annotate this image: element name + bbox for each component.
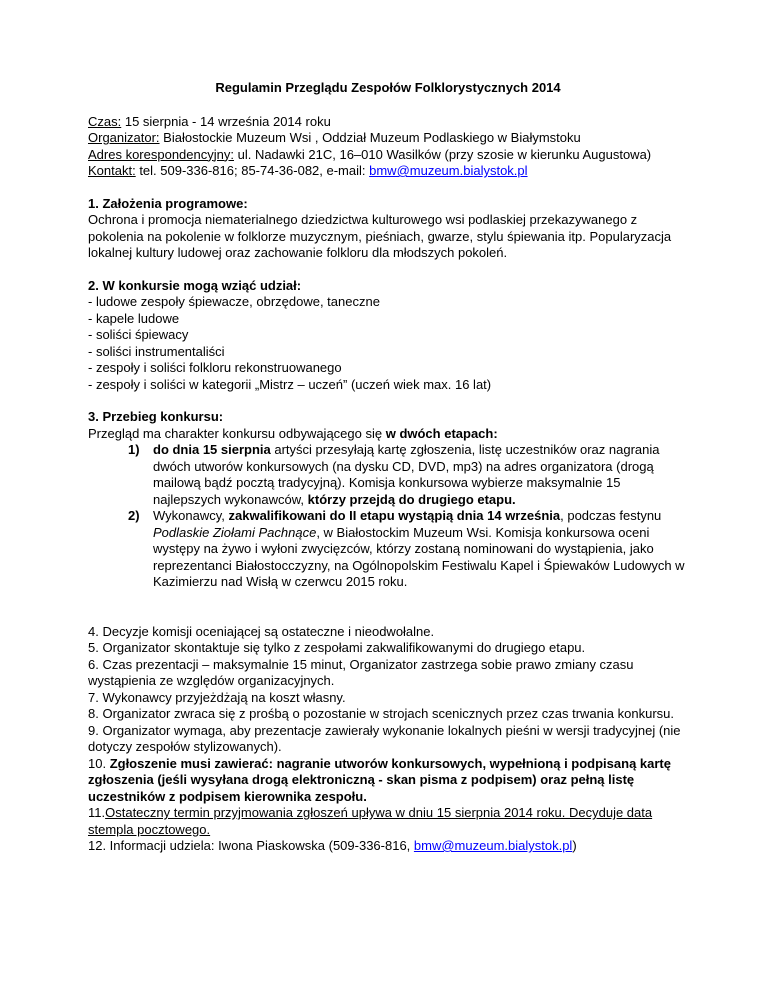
info-adres — [88, 147, 688, 164]
stages-list — [88, 442, 688, 591]
czas-label: Czas: — [88, 113, 122, 129]
list-item: - soliści śpiewacy — [88, 327, 189, 342]
list-item: - soliści instrumentaliści — [88, 343, 225, 359]
document-title: Regulamin Przeglądu Zespołów Folklorystycznych 2014 — [215, 80, 561, 95]
section1-heading: 1. Założenia programowe: — [88, 195, 248, 211]
stage-item-2 — [88, 508, 688, 591]
rule-8: 8. Organizator zwraca się z prośbą o pozostanie w strojach scenicznych przez czas trwania konkursu. — [88, 706, 674, 721]
section3-heading: 3. Przebieg konkursu: — [88, 409, 224, 424]
kontakt-value: tel. 509-336-816; 85-74-36-082, e-mail: — [135, 163, 370, 178]
intro-bold: w dwóch etapach: — [385, 425, 498, 441]
stage-number: 2) — [128, 508, 140, 523]
rule-10-number: 10. — [88, 755, 110, 771]
stage-number: 1) — [128, 442, 140, 457]
adres-label: Adres korespondencyjny: — [88, 146, 234, 162]
stage2-text-a: Wykonawcy, — [153, 508, 229, 523]
stage2-text-c: , podczas festynu — [560, 508, 662, 523]
list-item: - zespoły i soliści w kategorii „Mistrz – uczeń” (uczeń wiek max. 16 lat) — [88, 376, 492, 392]
document-page — [88, 0, 688, 855]
section2-heading: 2. W konkursie mogą wziąć udział: — [88, 277, 302, 293]
section-przebieg — [88, 409, 688, 591]
rule-12-close: ) — [572, 838, 577, 853]
stage-item-1 — [88, 442, 688, 508]
section1-text: Ochrona i promocja niematerialnego dziedzictwa kulturowego wsi podlaskiej przekazywanego z pokolenia na pokolenie w folklorze muzycznym, pieśniach, gwarze, stylu śpiewania itp. Popularyzacja lokalnej kultury ludowej oraz zachowanie folkloru dla młodszych pokoleń. — [88, 212, 672, 260]
intro-text: Przegląd ma charakter konkursu odbywającego się — [88, 425, 386, 441]
rule-9: 9. Organizator wymaga, aby prezentacje zawierały wykonanie lokalnych pieśni w wersji tradycyjnej (nie dotyczy zespołów stylizowanych). — [88, 722, 681, 754]
organizator-value: Białostockie Muzeum Wsi , Oddział Muzeum Podlaskiego w Białymstoku — [159, 130, 581, 145]
rule-4: 4. Decyzje komisji oceniającej są ostateczne i nieodwołalne. — [88, 623, 435, 639]
rule-12 — [88, 838, 688, 855]
rule-11-text: Ostateczny termin przyjmowania zgłoszeń upływa w dniu 15 sierpnia 2014 roku. Decyduje data stempla pocztowego. — [88, 805, 653, 837]
rule-12-email-link[interactable]: bmw@muzeum.bialystok.pl — [413, 838, 573, 853]
stage2-text-e: , w Białostockim Muzeum Wsi. Komisja konkursowa oceni występy na żywo i wyłoni zwycięzców, którzy zostaną nominowani do wystąpienia, jako reprezentanci Białostocczyzny, na Ogólnopolskim Festiwalu Kapel i Śpiewaków Ludowych w Kazimierzu nad Wisłą w czerwcu 2015 roku. — [153, 524, 685, 589]
rule-5: 5. Organizator skontaktuje się tylko z zespołami zakwalifikowanymi do drugiego etapu. — [88, 640, 586, 655]
info-organizator — [88, 130, 688, 147]
section-uczestnicy — [88, 278, 688, 394]
section3-intro — [88, 426, 688, 443]
rule-11-number: 11. — [88, 805, 106, 820]
czas-value: 15 sierpnia - 14 września 2014 roku — [121, 113, 331, 129]
rule-10 — [88, 756, 688, 806]
adres-value: ul. Nadawki 21C, 16–010 Wasilków (przy szosie w kierunku Augustowa) — [233, 146, 652, 162]
stage1-date: do dnia 15 sierpnia — [153, 442, 271, 457]
info-block — [88, 114, 688, 180]
kontakt-email-link[interactable]: bmw@muzeum.bialystok.pl — [369, 163, 528, 178]
list-item: - ludowe zespoły śpiewacze, obrzędowe, taneczne — [88, 294, 380, 309]
stage2-bold: zakwalifikowani do II etapu wystąpią dnia 14 września — [228, 508, 561, 523]
organizator-label: Organizator: — [88, 130, 160, 145]
rule-6: 6. Czas prezentacji – maksymalnie 15 minut, Organizator zastrzega sobie prawo zmiany czasu wystąpienia ze względów organizacyjnych. — [88, 656, 634, 688]
list-item: - kapele ludowe — [88, 310, 180, 326]
info-kontakt — [88, 163, 688, 180]
section-zalozenia — [88, 196, 688, 262]
section-rules — [88, 624, 688, 855]
stage1-bold-end: którzy przejdą do drugiego etapu. — [307, 491, 516, 507]
spacer — [88, 591, 688, 608]
rule-10-text: Zgłoszenie musi zawierać: nagranie utworów konkursowych, wypełnioną i podpisaną kartę zgłoszenia (jeśli wysyłana drogą elektroniczną - skan pisma z podpisem) oraz pełną listę uczestników z podpisem kierownika zespołu. — [88, 755, 671, 804]
rule-11 — [88, 805, 688, 838]
stage1-text: artyści przesyłają kartę zgłoszenia, listę uczestników oraz nagrania dwóch utworów konkursowych (na dysku CD, DVD, mp3) na adres organizatora (drogą mailową bądź pocztą tradycyjną). Komisja konkursowa wybierze maksymalnie 15 najlepszych wykonawców, — [153, 442, 660, 507]
rule-12-text: 12. Informacji udziela: Iwona Piaskowska (509-336-816, — [88, 838, 414, 853]
list-item: - zespoły i soliści folkloru rekonstruowanego — [88, 360, 342, 375]
info-czas — [88, 114, 688, 131]
kontakt-label: Kontakt: — [88, 163, 136, 178]
rule-7: 7. Wykonawcy przyjeżdżają na koszt własny. — [88, 689, 346, 705]
stage2-festival-name: Podlaskie Ziołami Pachnące — [153, 524, 317, 540]
